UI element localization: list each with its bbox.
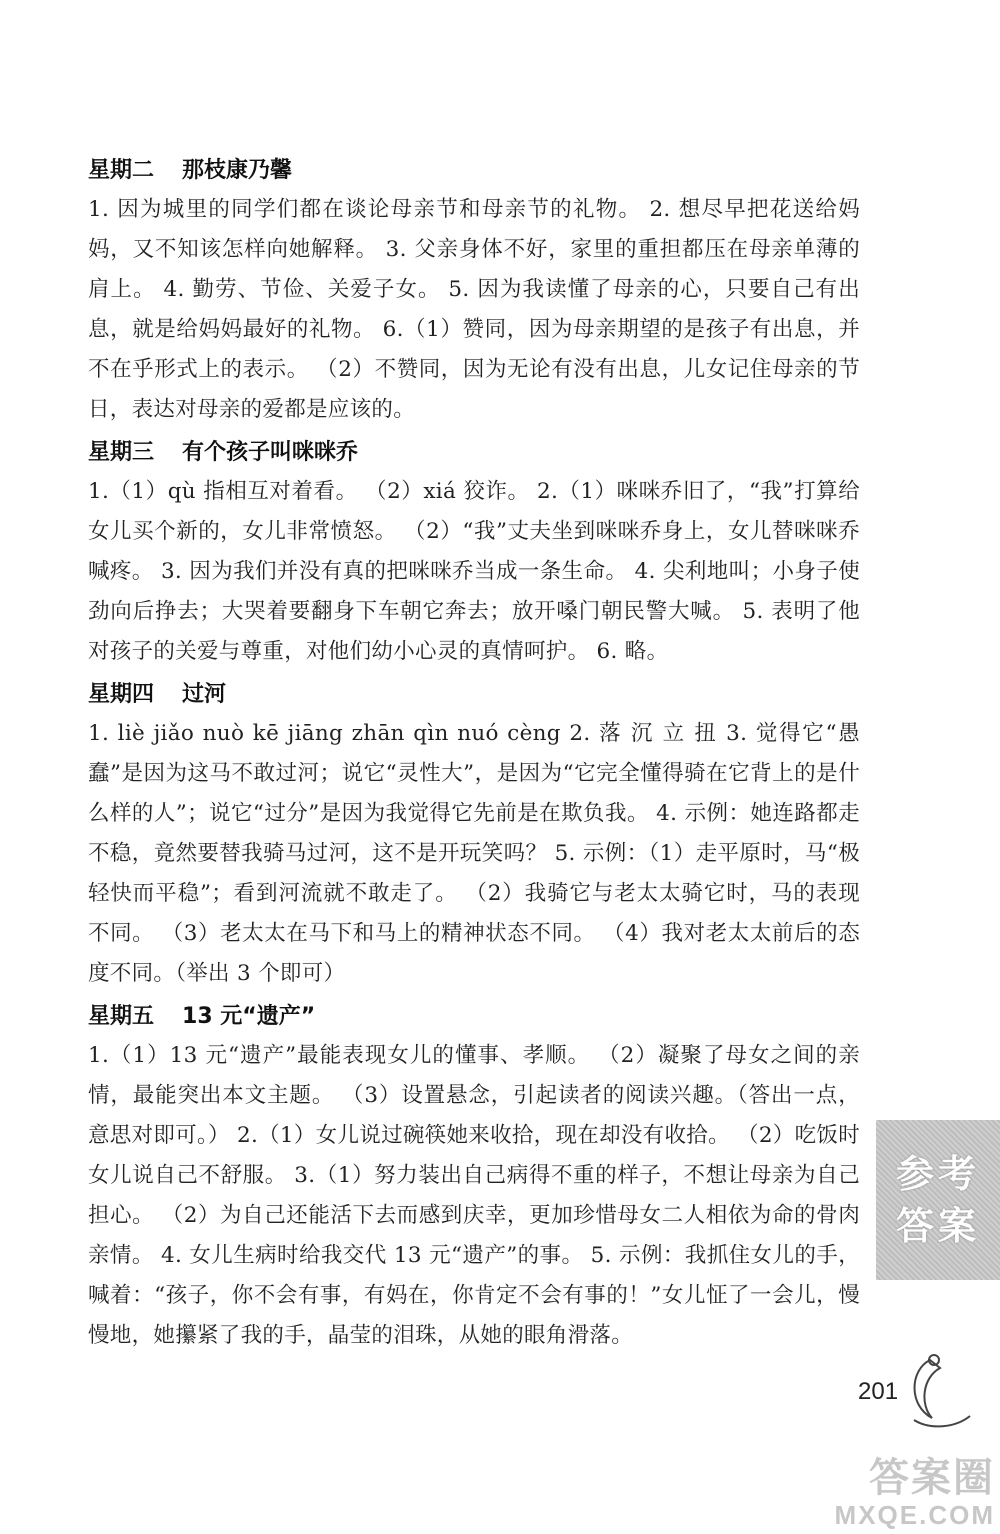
section-thursday	[88, 680, 860, 994]
section-title: 有个孩子叫咪咪乔	[182, 440, 359, 465]
section-heading	[88, 156, 860, 186]
section-day: 星期五	[88, 1004, 155, 1029]
site-watermark	[790, 1440, 995, 1530]
moon-mascot-icon	[900, 1350, 980, 1430]
answer-content	[88, 148, 860, 1362]
section-wednesday	[88, 438, 860, 672]
section-day: 星期三	[88, 440, 155, 465]
side-tab-line2: 答案	[895, 1204, 980, 1248]
side-tab-line1: 参考	[895, 1152, 980, 1196]
watermark-url: MXQE.COM	[834, 1500, 995, 1530]
section-title: 13 元“遗产”	[182, 1004, 316, 1029]
section-title: 过河	[182, 682, 227, 707]
section-day: 星期四	[88, 682, 155, 707]
section-title: 那枝康乃馨	[182, 158, 293, 183]
section-friday	[88, 1002, 860, 1356]
section-heading	[88, 438, 860, 468]
section-day: 星期二	[88, 158, 155, 183]
watermark-main: 答案圈	[869, 1455, 995, 1501]
section-body: 1. liè jiǎo nuò kē jiāng zhān qìn nuó cèng 2. 落 沉 立 扭 3. 觉得它“愚蠢”是因为这马不敢过河；说它“灵性大”，是因为“它完全懂得骑在它背上的是什么样的人”；说它“过分”是因为我觉得它先前是在欺负我。 4. 示例：她连路都走不稳，竟然要替我骑马过河，这不是开玩笑吗？ 5. 示例：（1）走平原时，马“极轻快而平稳”；看到河流就不敢走了。 （2）我骑它与老太太骑它时，马的表现不同。 （3）老太太在马下和马上的精神状态不同。 （4）我对老太太前后的态度不同。（举出 3 个即可）	[88, 721, 860, 986]
section-body: 1.（1）13 元“遗产”最能表现女儿的懂事、孝顺。 （2）凝聚了母女之间的亲情，最能突出本文主题。 （3）设置悬念，引起读者的阅读兴趣。（答出一点，意思对即可。） 2.（1）女儿说过碗筷她来收拾，现在却没有收拾。 （2）吃饭时女儿说自己不舒服。 3.（1）努力装出自己病得不重的样子，不想让母亲为自己担心。 （2）为自己还能活下去而感到庆幸，更加珍惜母女二人相依为命的骨肉亲情。 4. 女儿生病时给我交代 13 元“遗产”的事。 5. 示例：我抓住女儿的手，喊着：“孩子，你不会有事，有妈在，你肯定不会有事的！”女儿怔了一会儿，慢慢地，她攥紧了我的手，晶莹的泪珠，从她的眼角滑落。	[88, 1043, 860, 1348]
section-heading	[88, 680, 860, 710]
section-body: 1. 因为城里的同学们都在谈论母亲节和母亲节的礼物。 2. 想尽早把花送给妈妈，又不知该怎样向她解释。 3. 父亲身体不好，家里的重担都压在母亲单薄的肩上。 4. 勤劳、节俭、关爱子女。 5. 因为我读懂了母亲的心，只要自己有出息，就是给妈妈最好的礼物。 6.（1）赞同，因为母亲期望的是孩子有出息，并不在乎形式上的表示。 （2）不赞同，因为无论有没有出息，儿女记住母亲的节日，表达对母亲的爱都是应该的。	[88, 197, 860, 422]
page-number: 201	[858, 1378, 899, 1405]
section-heading	[88, 1002, 860, 1032]
section-tuesday	[88, 156, 860, 430]
reference-answer-tab	[876, 1120, 1000, 1280]
section-body: 1.（1）qù 指相互对着看。 （2）xiá 狡诈。 2.（1）咪咪乔旧了，“我”打算给女儿买个新的，女儿非常愤怒。 （2）“我”丈夫坐到咪咪乔身上，女儿替咪咪乔喊疼。 3. 因为我们并没有真的把咪咪乔当成一条生命。 4. 尖利地叫；小身子使劲向后挣去；大哭着要翻身下车朝它奔去；放开嗓门朝民警大喊。 5. 表明了他对孩子的关爱与尊重，对他们幼小心灵的真情呵护。 6. 略。	[88, 479, 860, 664]
